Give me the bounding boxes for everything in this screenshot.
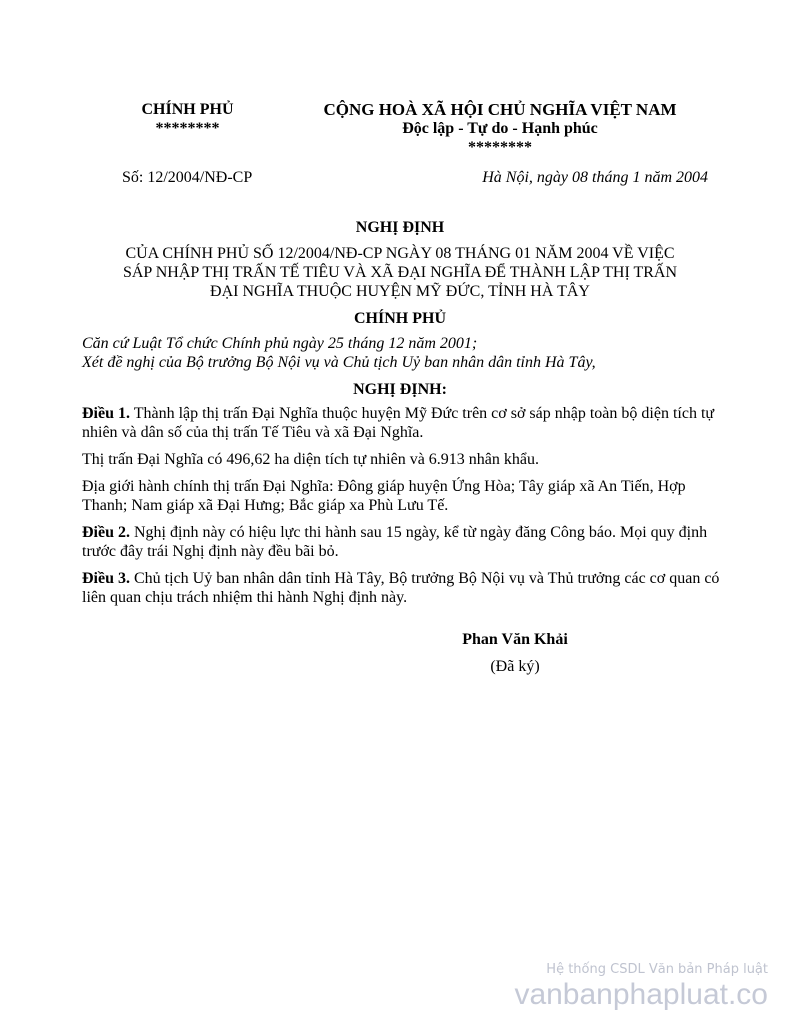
national-motto: Độc lập - Tự do - Hạnh phúc <box>402 120 598 137</box>
motto-stars: ******** <box>468 139 532 156</box>
article-2-label: Điều 2. <box>82 524 130 541</box>
legal-basis <box>82 334 722 372</box>
place-and-date: Hà Nội, ngày 08 tháng 1 năm 2004 <box>482 169 708 186</box>
issuer-name: CHÍNH PHỦ <box>141 101 234 118</box>
republic-name: CỘNG HOÀ XÃ HỘI CHỦ NGHĨA VIỆT NAM <box>323 100 677 119</box>
legal-basis-line-1: Căn cứ Luật Tổ chức Chính phủ ngày 25 tháng 12 năm 2001; <box>82 335 478 352</box>
decree-body <box>82 404 722 615</box>
issuer-stars: ******** <box>155 120 220 137</box>
issuer-block <box>100 100 275 138</box>
document-subtitle: CỦA CHÍNH PHỦ SỐ 12/2004/NĐ-CP NGÀY 08 THÁNG 01 NĂM 2004 VỀ VIỆC SÁP NHẬP THỊ TRẤN TẾ TIÊU VÀ XÃ ĐẠI NGHĨA ĐỂ THÀNH LẬP THỊ TRẤN ĐẠI NGHĨA THUỘC HUYỆN MỸ ĐỨC, TỈNH HÀ TÂY <box>122 245 678 300</box>
watermark-caption: Hệ thống CSDL Văn bản Pháp luật <box>546 962 768 977</box>
decree-heading: NGHỊ ĐỊNH: <box>353 381 447 398</box>
document-number: Số: 12/2004/NĐ-CP <box>122 169 253 186</box>
signature-block <box>430 630 600 676</box>
article-3-text: Chủ tịch Uỷ ban nhân dân tỉnh Hà Tây, Bộ trưởng Bộ Nội vụ và Thủ trưởng các cơ quan có liên quan chịu trách nhiệm thi hành Nghị định này. <box>82 570 720 606</box>
article-2-text: Nghị định này có hiệu lực thi hành sau 15 ngày, kể từ ngày đăng Công báo. Mọi quy định trước đây trái Nghị định này đều bãi bỏ. <box>82 524 708 560</box>
document-type: NGHỊ ĐỊNH <box>355 219 445 236</box>
article-3-label: Điều 3. <box>82 570 130 587</box>
article-2 <box>82 523 722 561</box>
article-1-paragraph-3: Địa giới hành chính thị trấn Đại Nghĩa: Đông giáp huyện Ứng Hòa; Tây giáp xã An Tiến, Hợp Thanh; Nam giáp xã Đại Hưng; Bắc giáp xa Phù Lưu Tế. <box>82 478 686 514</box>
article-1-text: Thành lập thị trấn Đại Nghĩa thuộc huyện Mỹ Đức trên cơ sở sáp nhập toàn bộ diện tích tự nhiên và dân số của thị trấn Tế Tiêu và xã Đại Nghĩa. <box>82 405 715 441</box>
article-1-paragraph-2: Thị trấn Đại Nghĩa có 496,62 ha diện tích tự nhiên và 6.913 nhân khẩu. <box>82 451 540 468</box>
article-3 <box>82 569 722 607</box>
article-1-label: Điều 1. <box>82 405 130 422</box>
legal-basis-line-2: Xét đề nghị của Bộ trưởng Bộ Nội vụ và Chủ tịch Uỷ ban nhân dân tỉnh Hà Tây, <box>82 354 596 371</box>
republic-block <box>310 100 690 157</box>
signed-note: (Đã ký) <box>490 658 540 675</box>
signer-name: Phan Văn Khải <box>462 631 568 648</box>
article-1 <box>82 404 722 442</box>
watermark-site: vanbanphapluat.co <box>514 978 768 1011</box>
issuing-authority: CHÍNH PHỦ <box>354 310 446 327</box>
watermark <box>514 962 768 1012</box>
